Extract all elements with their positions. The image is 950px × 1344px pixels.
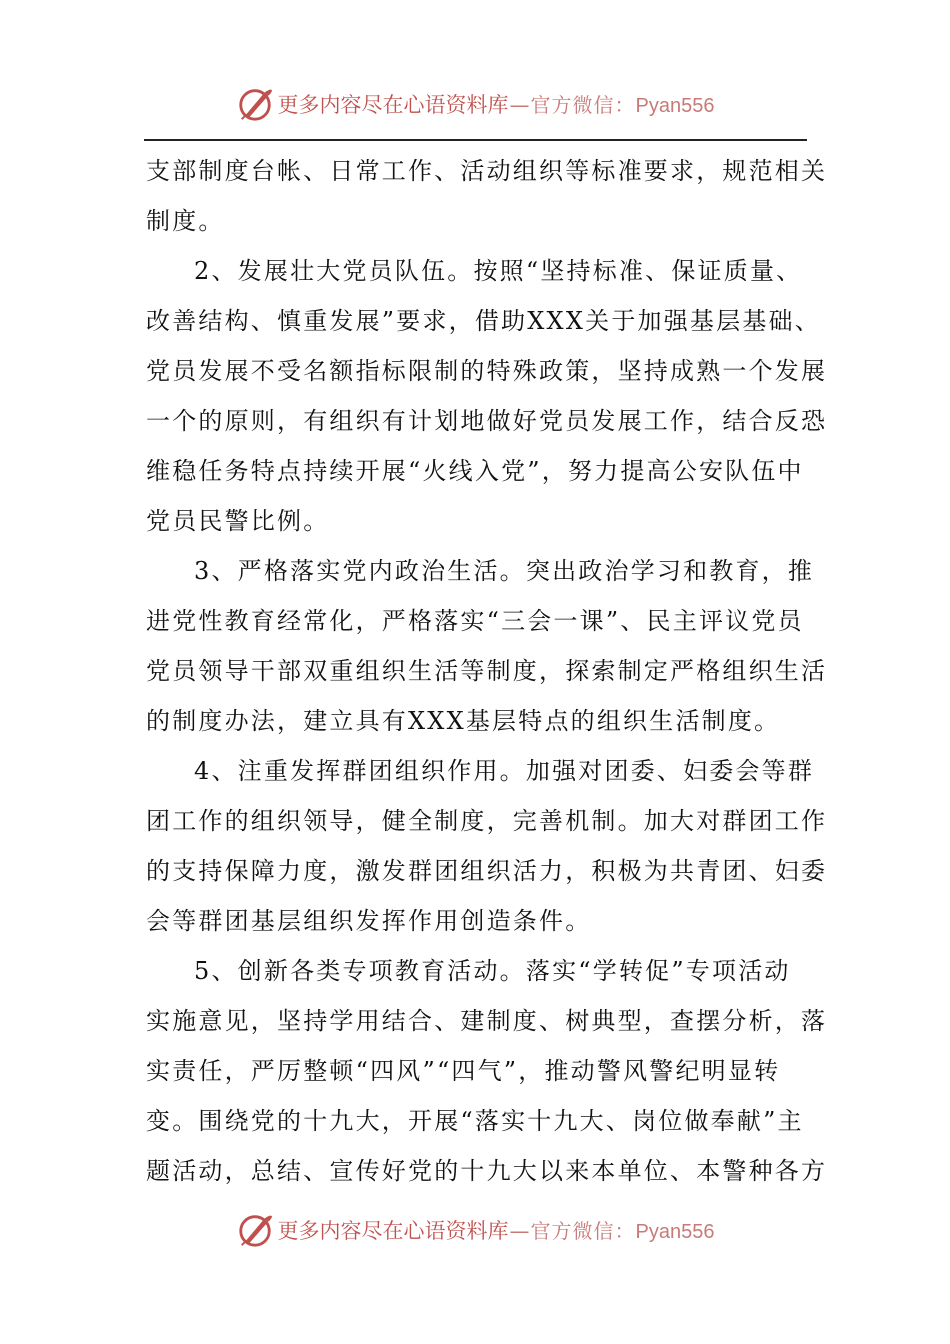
banner-wechat-id: Pyan556 — [635, 95, 715, 117]
body-line: 4、注重发挥群团组织作用。加强对团委、妇委会等群 — [194, 757, 815, 785]
body-line: 5、创新各类专项教育活动。落实“学转促”专项活动 — [194, 957, 791, 985]
footer-banner — [0, 1208, 950, 1252]
footer-banner-text — [278, 1215, 715, 1245]
banner-wechat-id: Pyan556 — [635, 1221, 715, 1243]
banner-separator: — — [509, 93, 530, 117]
document-body — [146, 146, 828, 1196]
body-line: 团工作的组织领导，健全制度，完善机制。加大对群团工作 — [146, 807, 828, 835]
body-line: 一个的原则，有组织有计划地做好党员发展工作，结合反恐 — [146, 407, 828, 435]
banner-wechat-label: 官方微信： — [530, 1219, 636, 1243]
body-line: 的支持保障力度，激发群团组织活力，积极为共青团、妇委 — [146, 857, 828, 885]
quill-pen-circle-icon — [236, 85, 274, 123]
body-line: 实责任，严厉整顿“四风”“四气”，推动警风警纪明显转 — [146, 1057, 781, 1085]
body-line: 变。围绕党的十九大，开展“落实十九大、岗位做奉献”主 — [146, 1107, 804, 1135]
body-line: 会等群团基层组织发挥作用创造条件。 — [146, 907, 592, 935]
body-line: 制度。 — [146, 207, 225, 235]
body-line: 党员发展不受名额指标限制的特殊政策，坚持成熟一个发展 — [146, 357, 828, 385]
body-line: 党员民警比例。 — [146, 507, 330, 535]
header-divider — [144, 139, 807, 141]
banner-main-text: 更多内容尽在心语资料库 — [277, 1219, 509, 1243]
quill-pen-circle-icon — [236, 1211, 274, 1249]
body-line: 3、严格落实党内政治生活。突出政治学习和教育，推 — [194, 557, 815, 585]
banner-separator: — — [509, 1219, 530, 1243]
body-line: 党员领导干部双重组织生活等制度，探索制定严格组织生活 — [146, 657, 828, 685]
body-line: 2、发展壮大党员队伍。按照“坚持标准、保证质量、 — [194, 257, 803, 285]
banner-wechat-label: 官方微信： — [530, 93, 636, 117]
body-line: 维稳任务特点持续开展“火线入党”，努力提高公安队伍中 — [146, 457, 804, 485]
body-line: 支部制度台帐、日常工作、活动组织等标准要求，规范相关 — [146, 157, 828, 185]
header-banner-text — [278, 89, 715, 119]
body-line: 题活动，总结、宣传好党的十九大以来本单位、本警种各方 — [146, 1157, 828, 1185]
body-line: 的制度办法，建立具有XXX基层特点的组织生活制度。 — [146, 707, 781, 735]
body-line: 改善结构、慎重发展”要求，借助XXX关于加强基层基础、 — [146, 307, 821, 335]
body-line: 进党性教育经常化，严格落实“三会一课”、民主评议党员 — [146, 607, 804, 635]
banner-main-text: 更多内容尽在心语资料库 — [277, 93, 509, 117]
header-banner — [0, 82, 950, 126]
body-line: 实施意见，坚持学用结合、建制度、树典型，查摆分析，落 — [146, 1007, 828, 1035]
